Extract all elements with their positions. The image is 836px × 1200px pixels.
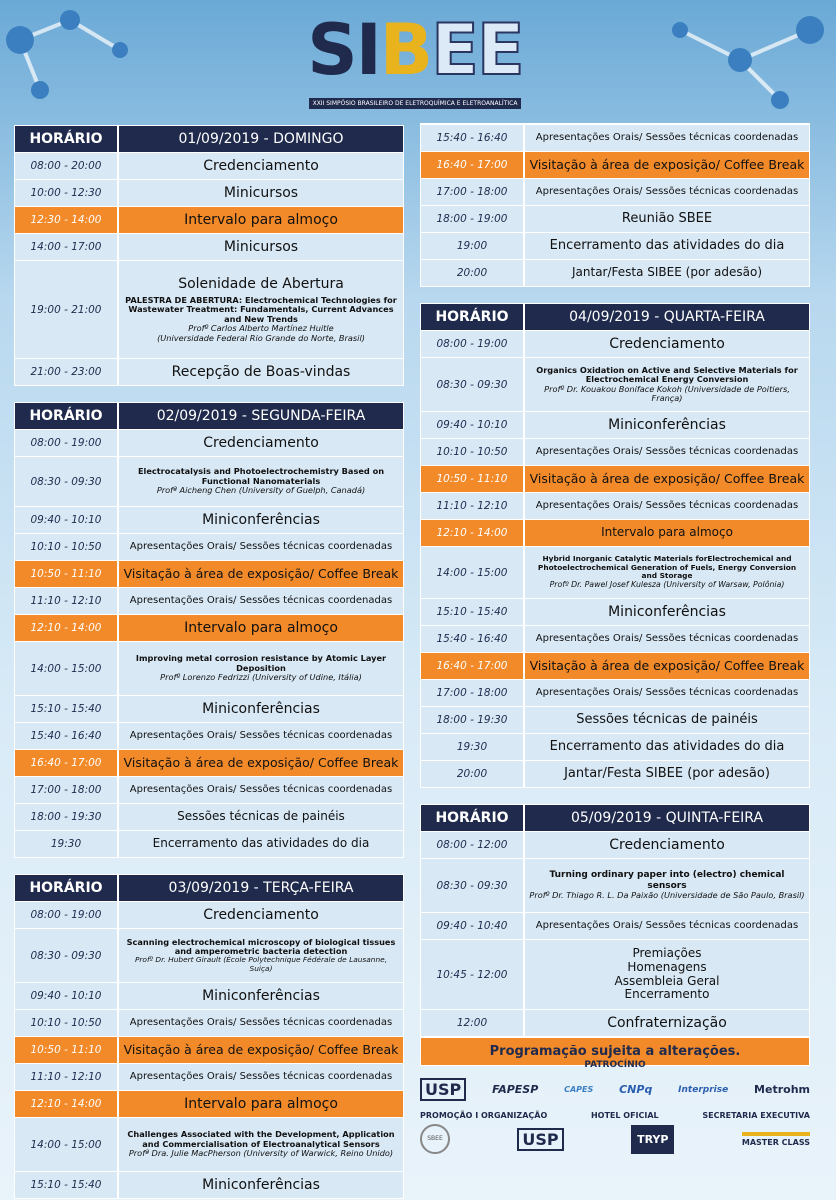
- table-row: 12:10 - 14:00 Intervalo para almoço: [421, 519, 809, 546]
- table-row: 12:00 Confraternização: [421, 1009, 809, 1036]
- table-row: 20:00 Jantar/Festa SIBEE (por adesão): [421, 760, 809, 787]
- table-row: 14:00 - 15:00 Improving metal corrosion resistance by Atomic Layer Deposition Profº Lorenzo Fedrizzi (University of Udine, Itália): [15, 641, 403, 695]
- schedule-header: HORÁRIO 01/09/2019 - DOMINGO: [15, 126, 403, 152]
- table-row: 10:00 - 12:30 Minicursos: [15, 179, 403, 206]
- table-row: 16:40 - 17:00 Visitação à área de exposição/ Coffee Break: [421, 652, 809, 679]
- table-row: 08:00 - 20:00 Credenciamento: [15, 152, 403, 179]
- logo-title: SIBEE: [307, 9, 523, 91]
- schedule-day5: [420, 804, 810, 1037]
- table-row: 12:10 - 14:00 Intervalo para almoço: [15, 614, 403, 641]
- schedule-day2: [14, 402, 404, 858]
- capes-logo: CAPES: [564, 1085, 594, 1094]
- table-row: 18:00 - 19:30 Sessões técnicas de painéis: [421, 706, 809, 733]
- table-row: 16:40 - 17:00 Visitação à área de exposição/ Coffee Break: [15, 749, 403, 776]
- table-row: 12:30 - 14:00 Intervalo para almoço: [15, 206, 403, 233]
- table-row: 19:00 - 21:00 Solenidade de Abertura PALESTRA DE ABERTURA: Electrochemical Technologies for Wastewater Treatment: Fundamentals, Current Advances and New Trends Profº Carlos Alberto Martínez Huitle (Universidade Federal Rio Grande do Norte, Brasil): [15, 260, 403, 358]
- organizer-logos: [420, 1124, 810, 1154]
- table-row: 09:40 - 10:10 Miniconferências: [421, 411, 809, 438]
- table-row: 09:40 - 10:10 Miniconferências: [15, 506, 403, 533]
- schedule-header: HORÁRIO 03/09/2019 - TERÇA-FEIRA: [15, 875, 403, 901]
- table-row: 09:40 - 10:10 Miniconferências: [15, 982, 403, 1009]
- sponsor-categories: PROMOÇÃO I ORGANIZAÇÃO HOTEL OFICIAL SECRETARIA EXECUTIVA: [420, 1111, 810, 1120]
- logo-subtitle: XXII SIMPÓSIO BRASILEIRO DE ELETROQUÍMICA E ELETROANALÍTICA: [309, 98, 522, 109]
- table-row: 11:10 - 12:10 Apresentações Orais/ Sessões técnicas coordenadas: [15, 1063, 403, 1090]
- table-row: 10:50 - 11:10 Visitação à área de exposição/ Coffee Break: [15, 560, 403, 587]
- sbee-logo: SBEE: [420, 1124, 450, 1154]
- table-row: 10:45 - 12:00 Premiações Homenagens Assembleia Geral Encerramento: [421, 939, 809, 1009]
- table-row: 08:30 - 09:30 Electrocatalysis and Photoelectrochemistry Based on Functional Nanomaterials Profª Aicheng Chen (University of Guelph, Canadá): [15, 456, 403, 506]
- table-row: 16:40 - 17:00 Visitação à área de exposição/ Coffee Break: [421, 151, 809, 178]
- table-row: 15:10 - 15:40 Miniconferências: [15, 1171, 403, 1198]
- table-row: 18:00 - 19:30 Sessões técnicas de painéis: [15, 803, 403, 830]
- table-row: 08:00 - 19:00 Credenciamento: [421, 330, 809, 357]
- schedule-day3: [14, 874, 404, 1199]
- table-row: 08:30 - 09:30 Turning ordinary paper into (electro) chemical sensors Profº Dr. Thiago R. L. Da Paixão (Universidade de São Paulo, Brasil): [421, 858, 809, 912]
- left-column: [14, 125, 404, 1200]
- table-row: 10:50 - 11:10 Visitação à área de exposição/ Coffee Break: [15, 1036, 403, 1063]
- table-row: 17:00 - 18:00 Apresentações Orais/ Sessões técnicas coordenadas: [421, 178, 809, 205]
- metrohm-logo: Metrohm: [754, 1083, 810, 1096]
- table-row: 08:30 - 09:30 Scanning electrochemical microscopy of biological tissues and amperometric bacteria detection Profº Dr. Hubert Girault (École Polytechnique Fédérale de Lausanne, Suiça): [15, 928, 403, 982]
- schedule-header: HORÁRIO 04/09/2019 - QUARTA-FEIRA: [421, 304, 809, 330]
- table-row: 14:00 - 15:00 Hybrid Inorganic Catalytic Materials forElectrochemical and Photoelectrochemical Generation of Fuels, Energy Conversion and Storage Profº Dr. Pawel Josef Kulesza (University of Warsaw, Polônia): [421, 546, 809, 598]
- table-row: 08:00 - 19:00 Credenciamento: [15, 901, 403, 928]
- header: [0, 0, 836, 120]
- table-row: 14:00 - 15:00 Challenges Associated with the Development, Application and Commercialisation of Electroanalytical Sensors Profª Dra. Julie MacPherson (University of Warwick, Reino Unido): [15, 1117, 403, 1171]
- table-row: 19:00 Encerramento das atividades do dia: [421, 232, 809, 259]
- schedule-header: HORÁRIO 02/09/2019 - SEGUNDA-FEIRA: [15, 403, 403, 429]
- table-row: 19:30 Encerramento das atividades do dia: [421, 733, 809, 760]
- usp-logo-2: USP: [517, 1128, 563, 1151]
- table-row: 08:00 - 12:00 Credenciamento: [421, 831, 809, 858]
- schedule-day1: [14, 125, 404, 386]
- table-row: 10:10 - 10:50 Apresentações Orais/ Sessões técnicas coordenadas: [421, 438, 809, 465]
- table-row: 20:00 Jantar/Festa SIBEE (por adesão): [421, 259, 809, 286]
- table-row: 08:00 - 19:00 Credenciamento: [15, 429, 403, 456]
- table-row: 15:10 - 15:40 Miniconferências: [421, 598, 809, 625]
- table-row: 18:00 - 19:00 Reunião SBEE: [421, 205, 809, 232]
- sponsors-section: [420, 1060, 810, 1190]
- sibee-logo: [290, 10, 540, 118]
- table-row: 17:00 - 18:00 Apresentações Orais/ Sessões técnicas coordenadas: [15, 776, 403, 803]
- tryp-logo: TRYP: [631, 1125, 674, 1154]
- table-row: 19:30 Encerramento das atividades do dia: [15, 830, 403, 857]
- table-row: 08:30 - 09:30 Organics Oxidation on Active and Selective Materials for Electrochemical Energy Conversion Profº Dr. Kouakou Boniface Kokoh (Universidade de Poitiers, França): [421, 357, 809, 411]
- master-class-logo: MASTER CLASS: [742, 1132, 810, 1147]
- table-row: 15:40 - 16:40 Apresentações Orais/ Sessões técnicas coordenadas: [421, 625, 809, 652]
- cnpq-logo: CNPq: [619, 1083, 653, 1096]
- table-row: 10:10 - 10:50 Apresentações Orais/ Sessões técnicas coordenadas: [15, 1009, 403, 1036]
- sponsors-title: PATROCÍNIO: [584, 1060, 646, 1070]
- table-row: 14:00 - 17:00 Minicursos: [15, 233, 403, 260]
- table-row: 11:10 - 12:10 Apresentações Orais/ Sessões técnicas coordenadas: [15, 587, 403, 614]
- sponsor-logos: [420, 1078, 810, 1101]
- right-column: [420, 123, 810, 1066]
- fapesp-logo: FAPESP: [492, 1083, 539, 1096]
- usp-logo: USP: [420, 1078, 466, 1101]
- table-row: 15:40 - 16:40 Apresentações Orais/ Sessões técnicas coordenadas: [15, 722, 403, 749]
- table-row: 15:40 - 16:40 Apresentações Orais/ Sessões técnicas coordenadas: [421, 124, 809, 151]
- table-row: 10:50 - 11:10 Visitação à área de exposição/ Coffee Break: [421, 465, 809, 492]
- schedule-notice: Programação sujeita a alterações.: [420, 1037, 810, 1066]
- interprise-logo: Interprise: [678, 1084, 729, 1095]
- schedule-header: HORÁRIO 05/09/2019 - QUINTA-FEIRA: [421, 805, 809, 831]
- table-row: 15:10 - 15:40 Miniconferências: [15, 695, 403, 722]
- table-row: 21:00 - 23:00 Recepção de Boas-vindas: [15, 358, 403, 385]
- table-row: 11:10 - 12:10 Apresentações Orais/ Sessões técnicas coordenadas: [421, 492, 809, 519]
- table-row: 09:40 - 10:40 Apresentações Orais/ Sessões técnicas coordenadas: [421, 912, 809, 939]
- table-row: 17:00 - 18:00 Apresentações Orais/ Sessões técnicas coordenadas: [421, 679, 809, 706]
- schedule-day4: [420, 303, 810, 788]
- table-row: 12:10 - 14:00 Intervalo para almoço: [15, 1090, 403, 1117]
- table-row: 10:10 - 10:50 Apresentações Orais/ Sessões técnicas coordenadas: [15, 533, 403, 560]
- schedule-day3-continued: [420, 123, 810, 287]
